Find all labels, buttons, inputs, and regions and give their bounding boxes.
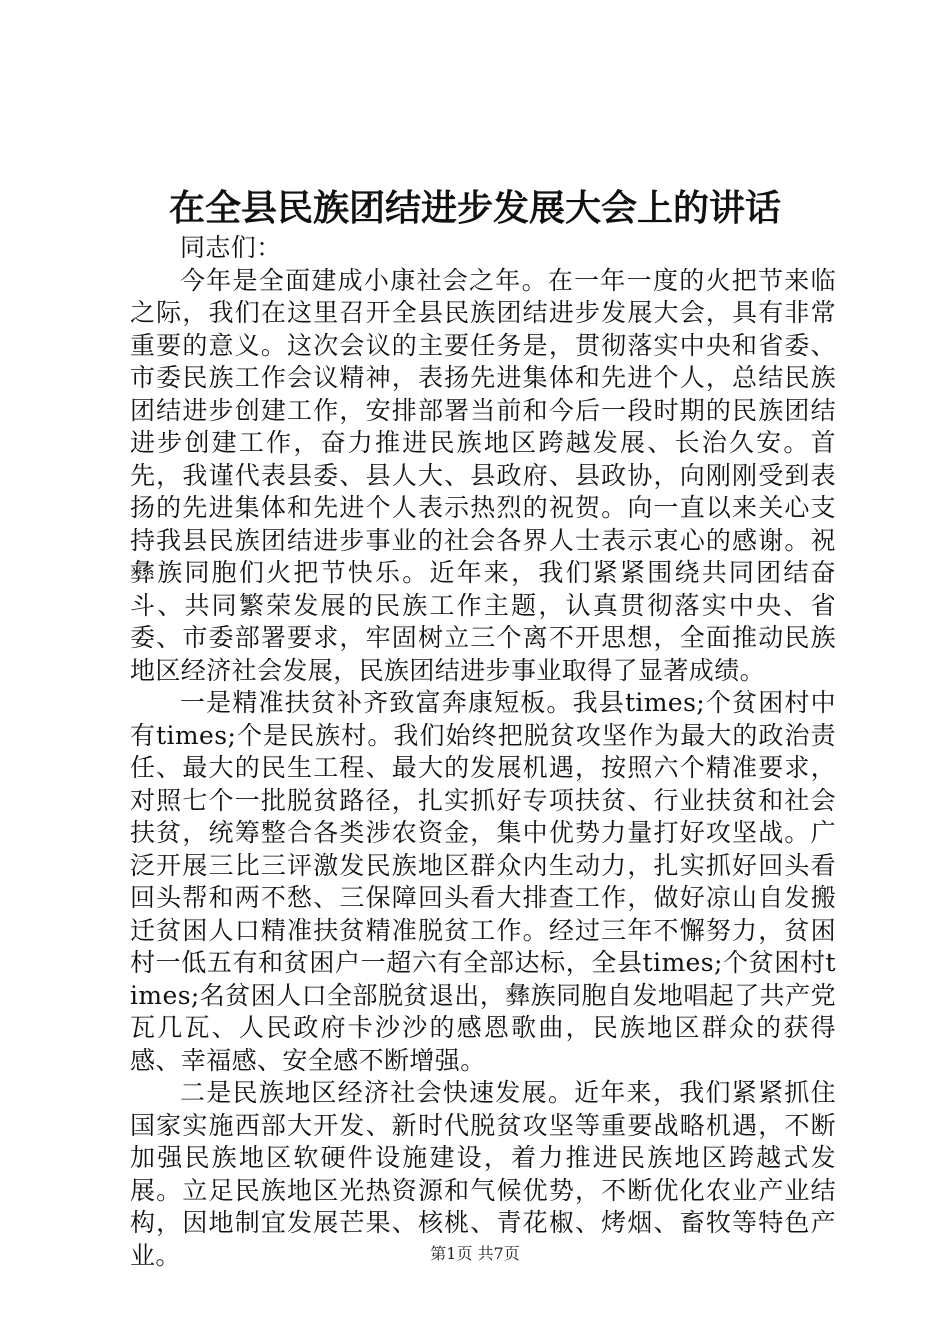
- greeting-line: 同志们：: [180, 233, 282, 262]
- body-paragraph: 二是民族地区经济社会快速发展。近年来，我们紧紧抓住国家实施西部大开发、新时代脱贫攻坚等重要战略机遇，不断加强民族地区软硬件设施建设，着力推进民族地区跨越式发展。立足民族地区光热资源和气候优势，不断优化农业产业结构，因地制宜发展芒果、核桃、青花椒、烤烟、畜牧等特色产业。: [130, 1078, 836, 1270]
- document-title: 在全县民族团结进步发展大会上的讲话: [168, 187, 781, 229]
- document-body: [130, 232, 836, 1272]
- page-number-footer: 第1页 共7页: [430, 1244, 520, 1263]
- body-paragraph: 今年是全面建成小康社会之年。在一年一度的火把节来临之际，我们在这里召开全县民族团结进步发展大会，具有非常重要的意义。这次会议的主要任务是，贯彻落实中央和省委、市委民族工作会议精神，表扬先进集体和先进个人，总结民族团结进步创建工作，安排部署当前和今后一段时期的民族团结进步创建工作，奋力推进民族地区跨越发展、长治久安。首先，我谨代表县委、县人大、县政府、县政协，向刚刚受到表扬的先进集体和先进个人表示热烈的祝贺。向一直以来关心支持我县民族团结进步事业的社会各界人士表示衷心的感谢。祝彝族同胞们火把节快乐。近年来，我们紧紧围绕共同团结奋斗、共同繁荣发展的民族工作主题，认真贯彻落实中央、省委、市委部署要求，牢固树立三个离不开思想，全面推动民族地区经济社会发展，民族团结进步事业取得了显著成绩。: [130, 265, 836, 685]
- body-paragraph: 一是精准扶贫补齐致富奔康短板。我县times;个贫困村中有times;个是民族村。我们始终把脱贫攻坚作为最大的政治责任、最大的民生工程、最大的发展机遇，按照六个精准要求，对照七个一批脱贫路径，扎实抓好专项扶贫、行业扶贫和社会扶贫，统筹整合各类涉农资金，集中优势力量打好攻坚战。广泛开展三比三评激发民族地区群众内生动力，扎实抓好回头看回头帮和两不愁、三保障回头看大排查工作，做好凉山自发搬迁贫困人口精准扶贫精准脱贫工作。经过三年不懈努力，贫困村一低五有和贫困户一超六有全部达标，全县times;个贫困村times;名贫困人口全部脱贫退出，彝族同胞自发地唱起了共产党瓦几瓦、人民政府卡沙沙的感恩歌曲，民族地区群众的获得感、幸福感、安全感不断增强。: [130, 688, 836, 1075]
